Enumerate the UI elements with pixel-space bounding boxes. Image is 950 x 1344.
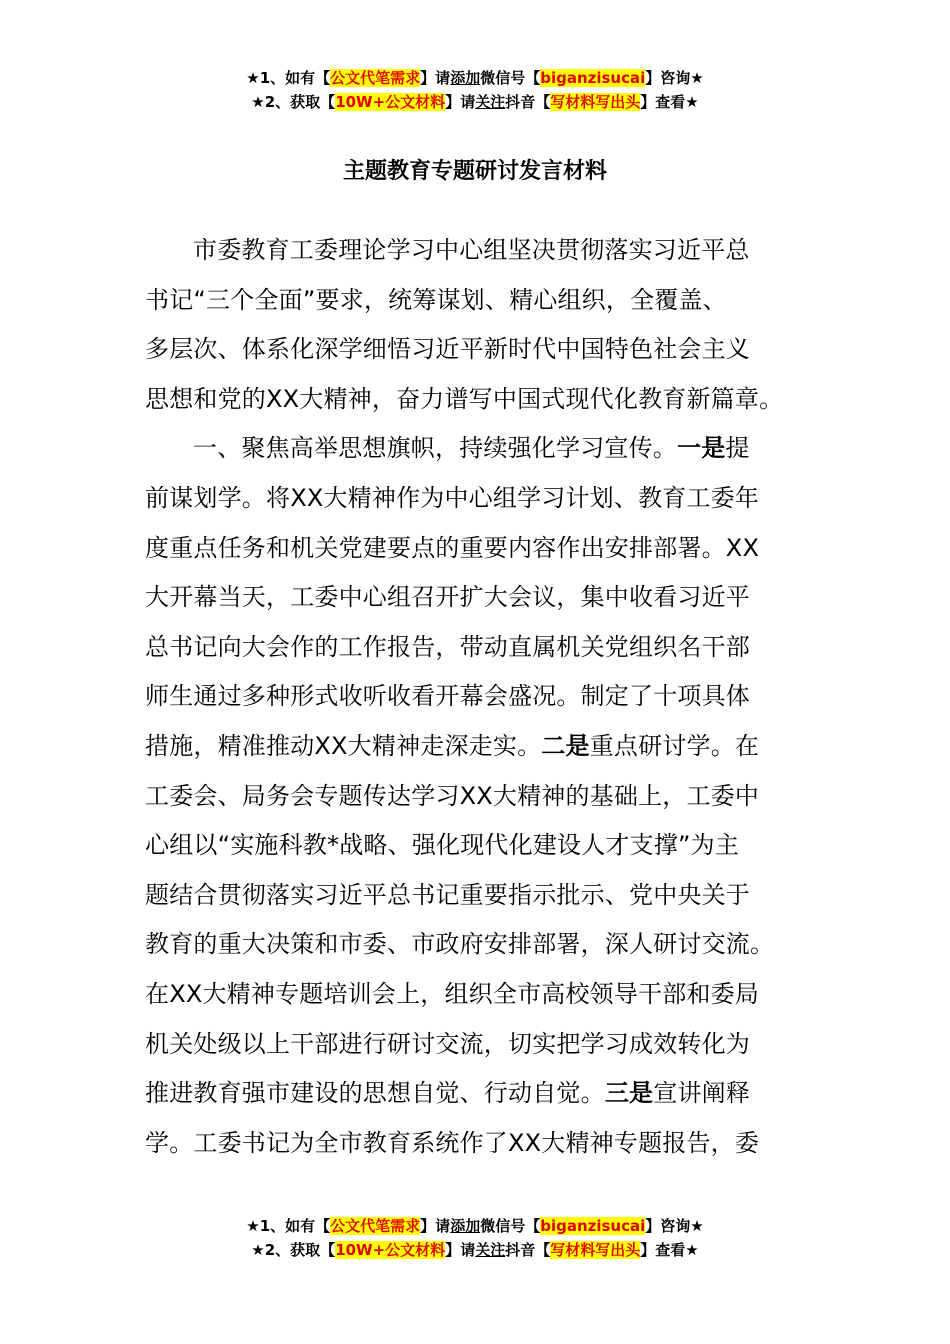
- banner-text: 】查看★: [640, 1241, 699, 1259]
- banner-text: 】咨询★: [645, 69, 704, 87]
- banner-line-2: [0, 1238, 950, 1262]
- body-line: 总书记向大会作的工作报告，带动直属机关党组织名干部: [145, 632, 750, 661]
- body-line: 教育的重大决策和市委、市政府安排部署，深人研讨交流。: [145, 930, 775, 959]
- header-banner: [0, 66, 950, 114]
- banner-underline: 添加: [450, 1217, 481, 1235]
- banner-text: 抖音【: [505, 1241, 551, 1259]
- banner-wechat-id: biganzisucai: [540, 69, 646, 87]
- body-line: 机关处级以上干部进行研讨交流，切实把学习成效转化为: [145, 1029, 750, 1058]
- body-line: [145, 722, 815, 772]
- body-text: 提: [725, 434, 750, 463]
- body-text: 重点研讨学。在: [589, 731, 760, 760]
- banner-wechat-id: biganzisucai: [540, 1217, 646, 1235]
- banner-highlight: 10W+公文材料: [335, 1241, 446, 1259]
- banner-line-2: [0, 90, 950, 114]
- banner-text: ★2、获取【: [251, 93, 336, 111]
- banner-text: 】咨询★: [645, 1217, 704, 1235]
- banner-text: 】请: [420, 69, 451, 87]
- body-line: [145, 1069, 815, 1119]
- banner-highlight: 公文代笔需求: [330, 1217, 421, 1235]
- body-line: 市委教育工委理论学习中心组坚决贯彻落实习近平总: [193, 236, 750, 264]
- banner-underline: 关注: [475, 93, 506, 111]
- banner-line-1: [0, 66, 950, 90]
- banner-douyin-id: 写材料写出头: [550, 93, 641, 111]
- banner-highlight: 公文代笔需求: [330, 69, 421, 87]
- bold-marker: 二是: [541, 731, 590, 760]
- banner-text: 微信号【: [480, 69, 541, 87]
- banner-underline: 关注: [475, 1241, 506, 1259]
- bold-marker: 一是: [677, 434, 726, 463]
- body-line: 书记“三个全面”要求，统筹谋划、精心组织，全覆盖、: [145, 285, 727, 314]
- body-line: 学。工委书记为全市教育系统作了XX大精神专题报告，委: [145, 1128, 760, 1157]
- body-line: 大开幕当天，工委中心组召开扩大会议，集中收看习近平: [145, 583, 750, 612]
- body-line: 思想和党的XX大精神，奋力谱写中国式现代化教育新篇章。: [145, 384, 784, 413]
- body-line: 心组以“实施科教*战略、强化现代化建设人才支撑”为主: [145, 831, 740, 860]
- body-line: 在XX大精神专题培训会上，组织全市高校领导干部和委局: [145, 979, 760, 1008]
- body-line: [145, 424, 815, 474]
- footer-banner: [0, 1214, 950, 1262]
- banner-text: ★1、如有【: [246, 69, 331, 87]
- banner-line-1: [0, 1214, 950, 1238]
- section-heading: 一、聚焦高举思想旗帜，持续强化学习宣传。: [193, 434, 677, 463]
- banner-text: ★1、如有【: [246, 1217, 331, 1235]
- body-text: 宣讲阐释: [653, 1079, 751, 1108]
- banner-text: ★2、获取【: [251, 1241, 336, 1259]
- body-line: 题结合贯彻落实习近平总书记重要指示批示、党中央关于: [145, 880, 750, 909]
- banner-douyin-id: 写材料写出头: [550, 1241, 641, 1259]
- body-line: 师生通过多种形式收听收看开幕会盛况。制定了十项具体: [145, 682, 750, 711]
- banner-underline: 添加: [450, 69, 481, 87]
- banner-text: 】请: [445, 93, 476, 111]
- banner-highlight: 10W+公文材料: [335, 93, 446, 111]
- banner-text: 】请: [420, 1217, 451, 1235]
- body-text: 措施，精准推动XX大精神走深走实。: [145, 731, 542, 760]
- document-title: 主题教育专题研讨发言材料: [342, 159, 607, 184]
- body-text: 推进教育强市建设的思想自觉、行动自觉。: [145, 1079, 605, 1108]
- banner-text: 微信号【: [480, 1217, 541, 1235]
- body-line: 前谋划学。将XX大精神作为中心组学习计划、教育工委年: [145, 483, 760, 512]
- body-line: 多层次、体系化深学细悟习近平新时代中国特色社会主义: [145, 335, 750, 364]
- body-line: 工委会、局务会专题传达学习XX大精神的基础上，工委中: [145, 781, 760, 810]
- banner-text: 抖音【: [505, 93, 551, 111]
- bold-marker: 三是: [604, 1079, 654, 1108]
- banner-text: 】请: [445, 1241, 476, 1259]
- body-line: 度重点任务和机关党建要点的重要内容作出安排部署。XX: [145, 533, 760, 562]
- document-body: [145, 226, 815, 1168]
- banner-text: 】查看★: [640, 93, 699, 111]
